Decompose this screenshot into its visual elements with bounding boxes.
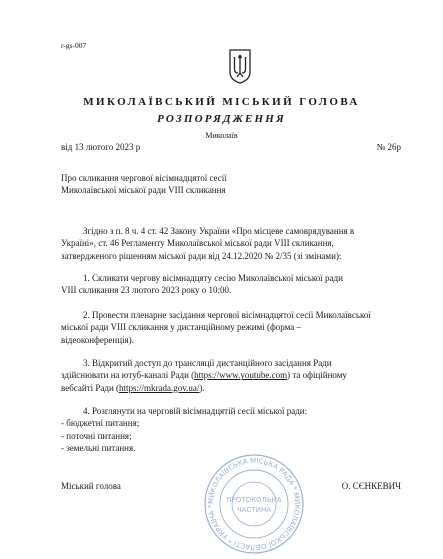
- document-code: r-gs-007: [61, 41, 87, 50]
- stamp-center-line: ПРОТОКОЛЬНА: [226, 496, 282, 504]
- city-name: Миколаїв: [205, 131, 238, 140]
- paragraph-line: відеоконференція).: [61, 334, 134, 345]
- paragraph-line: Згідно з п. 8 ч. 4 ст. 42 Закону України «Про місцеве самоврядування в: [83, 226, 355, 236]
- date-number-row: [61, 142, 401, 152]
- paragraph-line: 4. Розглянути на черговій вісімнадцятій сесії міської ради:: [83, 406, 308, 416]
- paragraph-line: Україні», ст. 46 Регламенту Миколаївської міської ради VIII скликання,: [61, 238, 334, 249]
- paragraph-line: міської ради VIII скликання у дистанційному режимі (форма –: [61, 322, 302, 333]
- bullet-item: - бюджетні питання;: [61, 418, 140, 429]
- paragraph-line: [61, 382, 421, 394]
- document-date: від 13 лютого 2023 р: [61, 142, 141, 152]
- stamp-ring-text: МИКОЛАЇВСЬКА МІСЬКА РАДА * МИКОЛАЇВСЬКОЇ ОБЛАСТІ * УКРАЇНА *: [206, 456, 302, 552]
- signatory-name: О. СЄНКЕВИЧ: [341, 481, 401, 491]
- official-stamp: [202, 452, 306, 556]
- text-fragment: вебсайті Ради (: [61, 382, 120, 393]
- item-2-paragraph: [61, 309, 421, 346]
- website-link[interactable]: https://mkrada.gov.ua/: [119, 382, 200, 393]
- document-type: РОЗПОРЯДЖЕННЯ: [157, 113, 286, 125]
- subject-block: [61, 172, 227, 196]
- trident-coat-of-arms-icon: [228, 48, 252, 84]
- paragraph-line: [61, 369, 421, 381]
- document-number: № 26р: [376, 142, 401, 152]
- item-4-paragraph: [61, 405, 421, 455]
- bullet-item: - земельні питання.: [61, 443, 136, 454]
- item-3-paragraph: [61, 357, 421, 394]
- youtube-link[interactable]: https://www.youtube.com: [194, 370, 288, 381]
- issuer-title: МИКОЛАЇВСЬКИЙ МІСЬКИЙ ГОЛОВА: [83, 96, 360, 108]
- bullet-item: - поточні питання;: [61, 430, 132, 441]
- paragraph-line: VIII скликання 23 лютого 2023 року о 10:00.: [61, 285, 232, 296]
- item-1-paragraph: [61, 272, 421, 297]
- stamp-center-line: ЧАСТИНА: [236, 506, 272, 514]
- signatory-role: Міський голова: [61, 481, 121, 491]
- legal-basis-paragraph: [61, 225, 421, 262]
- paragraph-line: 2. Провести пленарне засідання чергової вісімнадцятої сесії Миколаївської: [83, 310, 371, 320]
- paragraph-line: 1. Скликати чергову вісімнадцяту сесію Миколаївської міської ради: [83, 273, 343, 283]
- subject-line: Миколаївської міської ради VIII скликання: [61, 185, 226, 195]
- text-fragment: ).: [199, 382, 205, 393]
- paragraph-line: затвердженого рішенням міської ради від 24.12.2020 № 2/35 (зі змінами):: [61, 250, 342, 261]
- paragraph-line: 3. Відкритий доступ до трансляції дистанційного засідання Ради: [83, 358, 332, 368]
- text-fragment: здійснювати на ютуб-каналі Ради (: [61, 370, 195, 381]
- text-fragment: ) та офіційному: [287, 370, 347, 381]
- subject-line: Про скликання чергової вісімнадцятої сесії: [61, 173, 227, 183]
